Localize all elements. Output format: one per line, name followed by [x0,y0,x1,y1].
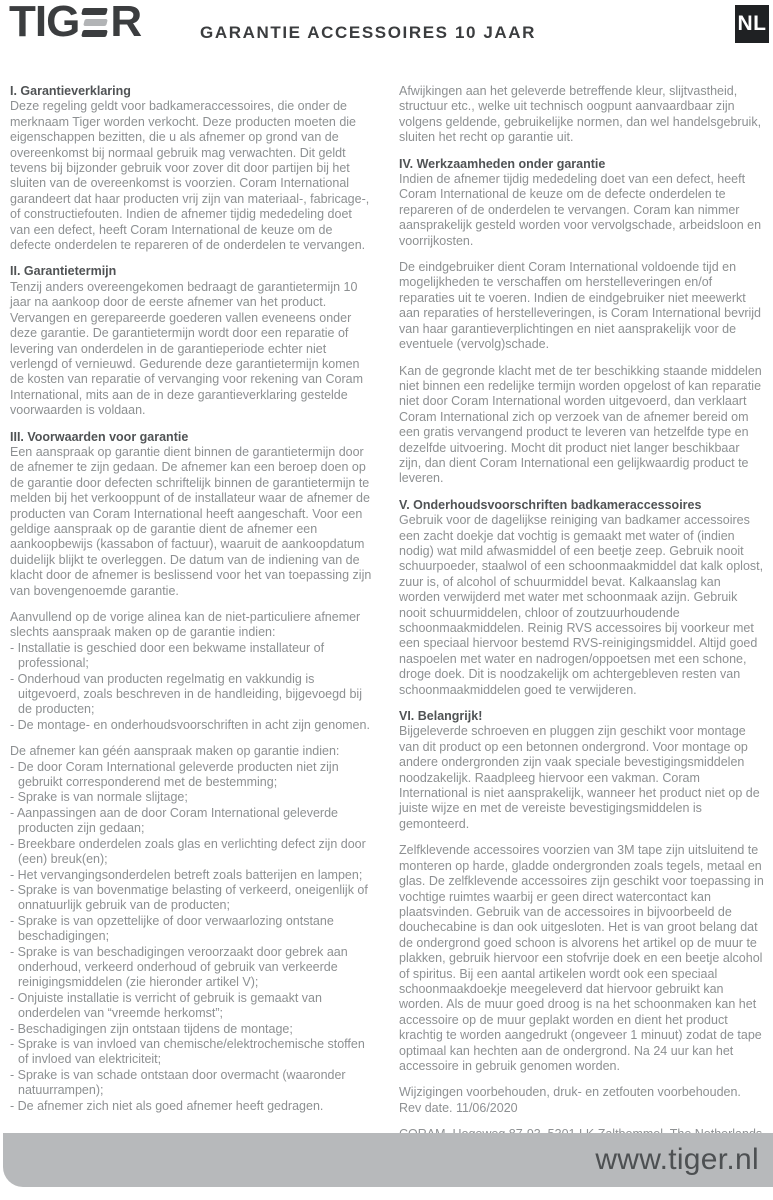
section-3-heading: III. Voorwaarden voor garantie [10,429,189,444]
page-title: GARANTIE ACCESSOIRES 10 JAAR [200,23,537,42]
exclusion-item: - Sprake is van opzettelijke of door verwaarlozing ontstane beschadigingen; [10,913,334,944]
logo-stylized-e-icon [82,8,107,37]
addendum-item: - De montage- en onderhoudsvoorschriften in acht zijn genomen. [10,717,370,732]
addendum-item: - Onderhoud van producten regelmatig en vakkundig is uitgevoerd, zoals beschreven in de handleiding, bijgevoegd bij de producten; [10,671,362,717]
logo-text-tig: TIG [9,0,80,46]
section-6-paragraph-1: Bijgeleverde schroeven en pluggen zijn geschikt voor montage van dit product op een betonnen ondergrond. Voor montage op andere ondergronden zijn vaak speciale bevestigingsmiddelen noodzakelijk. Raadpleeg hiervoor een vakman. Coram International is niet aansprakelijk, wanneer het product niet op de juiste wijze en met de vereiste bevestigingsmiddelen is gemonteerd. [399,724,760,831]
exclusions-intro: De afnemer kan géén aanspraak maken op garantie indien: [10,744,340,759]
exclusion-item: - Onjuiste installatie is verricht of gebruik is gemaakt van onderdelen van “vreemde herkomst”; [10,990,322,1021]
revision-notice-line-2: Rev date. 11/06/2020 [399,1100,518,1115]
section-6-heading: VI. Belangrijk! [399,709,483,724]
logo-e-bar-bottom [81,30,108,37]
exclusion-item: - De door Coram International geleverde producten niet zijn gebruikt corresponderend met de bestemming; [10,759,339,790]
footer-bar [3,1133,773,1187]
logo-text-r: R [110,0,142,46]
website-url: www.tiger.nl [595,1143,759,1176]
exclusion-item: - Sprake is van bovenmatige belasting of verkeerd, oneigenlijk of onnatuurlijk gebruik van de producten; [10,882,368,913]
exclusion-item: - Sprake is van schade ontstaan door overmacht (waaronder natuurrampen); [10,1067,346,1098]
section-6-paragraph-2: Zelfklevende accessoires voorzien van 3M tape zijn uitsluitend te monteren op harde, gladde ondergronden zoals tegels, metaal en glas. De zelfklevende accessoires zijn geschikt voor toepassing in vochtige ruimtes waarbij er geen direct watercontact kan plaatsvinden. Gebruik van de accessoires in bijvoorbeeld de douchecabine is dan ook uitgesloten. Het is van groot belang dat de ondergrond goed schoon is alvorens het artikel op de muur te plakken, gebruik hiervoor een stofvrije doek en een beetje alcohol of spiritus. Bij een aantal artikelen wordt ook een speciaal schoonmaakdoekje meegeleverd dat hiervoor gebruikt kan worden. Als de muur goed droog is na het schoonmaken kan het accessoire op de muur geplakt worden en dient het product krachtig te worden aangedrukt (ongeveer 1 minuut) zodat de tape optimaal kan hechten aan de ondergrond. Na 24 uur kan het accessoire in gebruik genomen worden. [399,843,764,1073]
language-badge: NL [735,5,769,43]
section-3-body: Een aanspraak op garantie dient binnen de garantietermijn door de afnemer te zijn gedaan. De afnemer kan een beroep doen op de garantie door defecten schriftelijk binnen de garantietermijn te melden bij het verkooppunt of de installateur waar de afnemer de producten van Coram International heeft aangeschaft. Voor een geldige aanspraak op de garantie dient de afnemer een aankoopbewijs (kassabon of factuur), waaruit de aankoopdatum duidelijk blijkt te overleggen. De datum van de indiening van de klacht door de afnemer is beslissend voor het van toepassing zijn van bovengenoemde garantie. [10,444,372,598]
exclusion-item: - Sprake is van beschadigingen veroorzaakt door gebrek aan onderhoud, verkeerd onderhoud of gebruik van verkeerde reinigingsmiddelen (zie hieronder artikel V); [10,944,348,990]
logo-e-bar-top [81,8,108,15]
deviations-paragraph: Afwijkingen aan het geleverde betreffende kleur, slijtvastheid, structuur etc., welke uit technisch oogpunt aanvaardbaar zijn volgens geldende, gebruikelijke normen, dan wel handelsgebruik, sluiten het recht op garantie uit. [399,84,762,145]
section-2-heading: II. Garantietermijn [10,264,117,279]
section-5-heading: V. Onderhoudsvoorschriften badkameraccessoires [399,497,702,512]
addendum-intro: Aanvullend op de vorige alinea kan de niet-particuliere afnemer slechts aanspraak maken op de garantie indien: [10,610,361,640]
exclusion-item: - Beschadigingen zijn ontstaan tijdens de montage; [10,1021,293,1036]
exclusion-item: - De afnemer zich niet als goed afnemer heeft gedragen. [10,1098,324,1113]
tiger-logo [9,0,141,44]
section-2-body: Tenzij anders overeengekomen bedraagt de garantietermijn 10 jaar na aankoop door de eerste afnemer van het product. Vervangen en gerepareerde goederen vallen eveneens onder deze garantie. De garantietermijn wordt door een reparatie of levering van onderdelen in de garantieperiode echter niet verlengd of vernieuwd. Gedurende deze garantietermijn komen de kosten van reparatie of vervanging voor rekening van Coram International, mits aan de in deze garantieverklaring gestelde voorwaarden is voldaan. [10,279,363,418]
section-4-paragraph-2: De eindgebruiker dient Coram International voldoende tijd en mogelijkheden te verschaffen om herstelleveringen en/of reparaties uit te voeren. Indien de eindgebruiker niet meewerkt aan reparaties of herstelleveringen, is Coram International bevrijd van haar garantieverplichtingen en niet aansprakelijk voor de eventuele (vervolg)schade. [399,260,761,352]
addendum-item: - Installatie is geschied door een bekwame installateur of professional; [10,640,325,671]
exclusion-item: - Sprake is van invloed van chemische/elektrochemische stoffen of invloed van elektriciteit; [10,1036,365,1067]
left-column [10,84,374,1114]
section-5-body: Gebruik voor de dagelijkse reiniging van badkamer accessoires een zacht doekje dat vochtig is gemaakt met water of (indien nodig) wat mild afwasmiddel of een beetje zeep. Gebruik nooit schuurpoeder, staalwol of een schoonmaakmiddel dat kalk oplost, zuur is, of alcohol of schuurmiddel bevat. Kalkaanslag kan worden verwijderd met water met schoonmaak azijn. Gebruik nooit schuurmiddelen, chloor of zoutzuurhoudende schoonmaakmiddelen. Reinig RVS accessoires bij voorkeur met een speciaal hiervoor bestemd RVS-reinigingsmiddel. Altijd goed naspoelen met water en nadrogen/oppoetsen met een schone, droge doek. Dit is noodzakelijk om achtergebleven resten van schoonmaakmiddelen goed te verwijderen. [399,513,764,697]
logo-e-bar-middle [83,19,108,26]
section-1-heading: I. Garantieverklaring [10,84,131,98]
section-4-paragraph-3: Kan de gegronde klacht met de ter beschikking staande middelen niet binnen een redelijke termijn worden opgelost of kan reparatie niet door Coram International worden uitgevoerd, dan verklaart Coram International zich op verzoek van de afnemer bereid om een gratis vervangend product te leveren van hetzelfde type en dezelfde uitvoering. Mocht dit product niet langer beschikbaar zijn, dan dient Coram International een gelijkwaardig product te leveren. [399,363,762,486]
right-column [399,84,765,1143]
section-1-body: Deze regeling geldt voor badkameraccessoires, die onder de merknaam Tiger worden verkocht. Deze producten moeten die eigenschappen bezitten, die u als afnemer op grond van de overeenkomst bij normaal gebruik mag verwachten. Dit geldt tevens bij bijzonder gebruik voor zover dit door partijen bij het sluiten van de overeenkomst is voorzien. Coram International garandeert dat haar producten vrij zijn van materiaal-, fabricage-, of constructiefouten. Indien de afnemer tijdig mededeling doet van een defect, heeft Coram International de keuze om de defecte onderdelen te repareren of de onderdelen te vervangen. [10,99,370,253]
section-4-heading: IV. Werkzaamheden onder garantie [399,156,606,171]
revision-notice-line-1: Wijzigingen voorbehouden, druk- en zetfouten voorbehouden. [399,1085,741,1100]
section-4-paragraph-1: Indien de afnemer tijdig mededeling doet van een defect, heeft Coram International de keuze om de defecte onderdelen te repareren of de onderdelen te vervangen. Coram kan nimmer aansprakelijk gesteld worden voor vervolgschade, arbeidsloon en voorrijkosten. [399,172,762,248]
exclusion-item: - Het vervangingsonderdelen betreft zoals batterijen en lampen; [10,867,363,882]
exclusion-item: - Sprake is van normale slijtage; [10,790,188,805]
exclusion-item: - Aanpassingen aan de door Coram International geleverde producten zijn gedaan; [10,805,338,836]
exclusion-item: - Breekbare onderdelen zoals glas en verlichting defect zijn door (een) breuk(en); [10,836,366,867]
